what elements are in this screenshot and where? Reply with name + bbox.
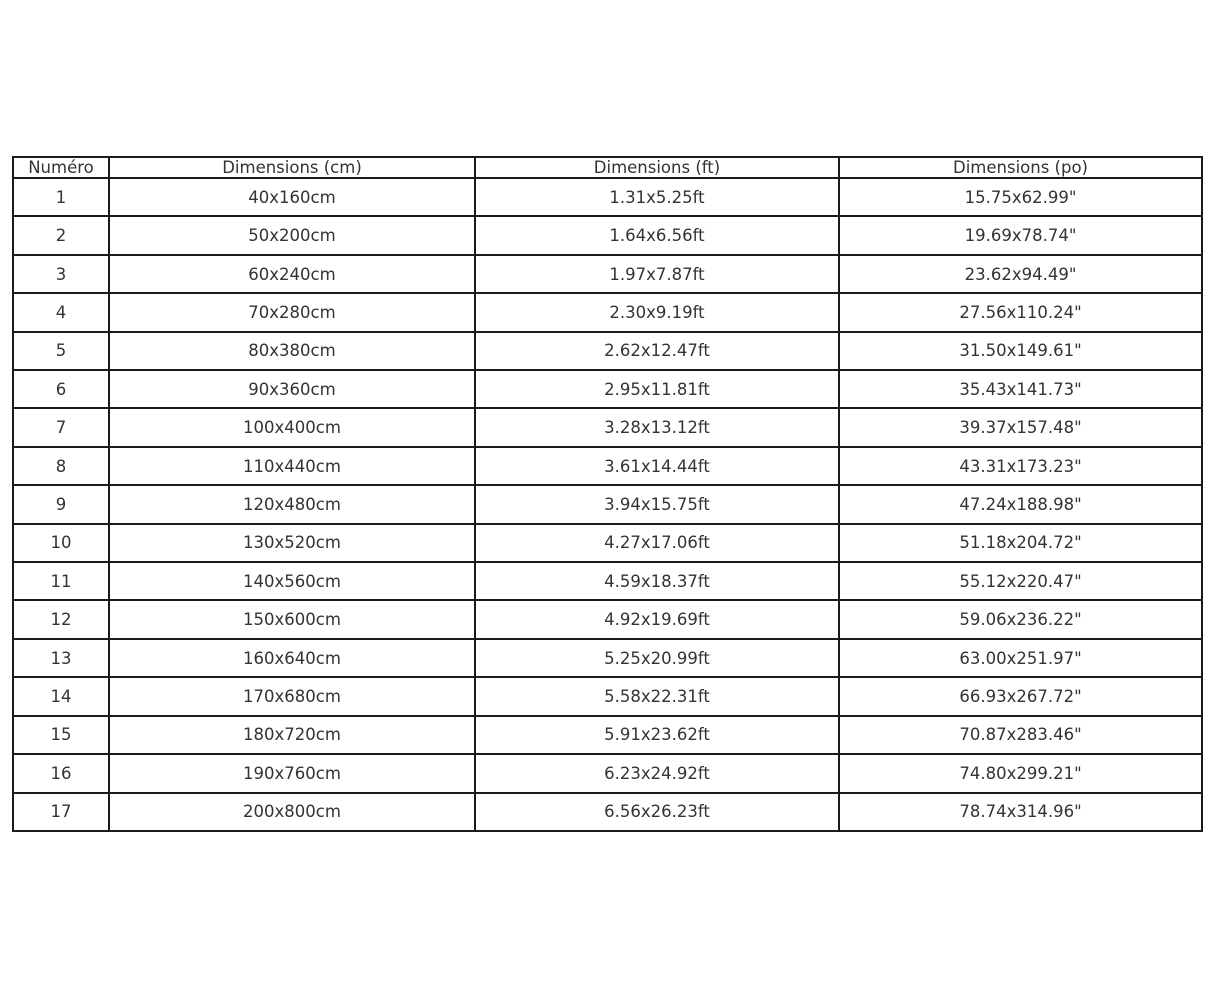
table-row	[13, 447, 1202, 485]
table-cell: 190x760cm	[109, 754, 475, 792]
table-cell: 200x800cm	[109, 793, 475, 832]
table-cell: 6.56x26.23ft	[475, 793, 839, 832]
table-cell: 1.31x5.25ft	[475, 178, 839, 216]
table-cell: 23.62x94.49"	[839, 255, 1202, 293]
table-cell: 27.56x110.24"	[839, 293, 1202, 331]
table-cell: 63.00x251.97"	[839, 639, 1202, 677]
table-cell: 4	[13, 293, 109, 331]
table-cell: 39.37x157.48"	[839, 408, 1202, 446]
table-cell: 55.12x220.47"	[839, 562, 1202, 600]
table-cell: 5.91x23.62ft	[475, 716, 839, 754]
table-row	[13, 754, 1202, 792]
table-cell: 16	[13, 754, 109, 792]
table-row	[13, 370, 1202, 408]
size-conversion-table	[12, 156, 1203, 832]
table-cell: 14	[13, 677, 109, 715]
header-row	[13, 157, 1202, 178]
table-row	[13, 639, 1202, 677]
table-cell: 180x720cm	[109, 716, 475, 754]
column-header-dimensions-ft: Dimensions (ft)	[475, 157, 839, 178]
table-row	[13, 562, 1202, 600]
column-header-numero: Numéro	[13, 157, 109, 178]
table-row	[13, 793, 1202, 832]
table-row	[13, 485, 1202, 523]
table-cell: 59.06x236.22"	[839, 600, 1202, 638]
table-cell: 50x200cm	[109, 216, 475, 254]
table-cell: 15.75x62.99"	[839, 178, 1202, 216]
table-cell: 70.87x283.46"	[839, 716, 1202, 754]
table-cell: 7	[13, 408, 109, 446]
table-cell: 5.58x22.31ft	[475, 677, 839, 715]
table-cell: 43.31x173.23"	[839, 447, 1202, 485]
table-cell: 31.50x149.61"	[839, 332, 1202, 370]
table-cell: 1.97x7.87ft	[475, 255, 839, 293]
table-cell: 66.93x267.72"	[839, 677, 1202, 715]
table-cell: 10	[13, 524, 109, 562]
table-cell: 1.64x6.56ft	[475, 216, 839, 254]
table-cell: 110x440cm	[109, 447, 475, 485]
table-cell: 13	[13, 639, 109, 677]
table-cell: 130x520cm	[109, 524, 475, 562]
table-row	[13, 216, 1202, 254]
table-cell: 12	[13, 600, 109, 638]
table-cell: 2.30x9.19ft	[475, 293, 839, 331]
column-header-dimensions-po: Dimensions (po)	[839, 157, 1202, 178]
size-conversion-table-container	[12, 156, 1203, 832]
table-cell: 4.92x19.69ft	[475, 600, 839, 638]
table-cell: 100x400cm	[109, 408, 475, 446]
table-row	[13, 716, 1202, 754]
table-row	[13, 524, 1202, 562]
table-cell: 70x280cm	[109, 293, 475, 331]
table-cell: 60x240cm	[109, 255, 475, 293]
table-cell: 1	[13, 178, 109, 216]
table-cell: 80x380cm	[109, 332, 475, 370]
table-cell: 90x360cm	[109, 370, 475, 408]
table-cell: 35.43x141.73"	[839, 370, 1202, 408]
table-cell: 4.59x18.37ft	[475, 562, 839, 600]
table-cell: 170x680cm	[109, 677, 475, 715]
table-cell: 17	[13, 793, 109, 832]
table-cell: 74.80x299.21"	[839, 754, 1202, 792]
table-cell: 15	[13, 716, 109, 754]
table-cell: 5.25x20.99ft	[475, 639, 839, 677]
table-cell: 120x480cm	[109, 485, 475, 523]
table-row	[13, 600, 1202, 638]
table-cell: 6.23x24.92ft	[475, 754, 839, 792]
table-cell: 140x560cm	[109, 562, 475, 600]
table-cell: 11	[13, 562, 109, 600]
table-cell: 3.28x13.12ft	[475, 408, 839, 446]
table-cell: 40x160cm	[109, 178, 475, 216]
table-cell: 2.95x11.81ft	[475, 370, 839, 408]
column-header-dimensions-cm: Dimensions (cm)	[109, 157, 475, 178]
table-cell: 6	[13, 370, 109, 408]
table-cell: 3	[13, 255, 109, 293]
table-cell: 19.69x78.74"	[839, 216, 1202, 254]
table-cell: 2	[13, 216, 109, 254]
table-row	[13, 178, 1202, 216]
table-cell: 8	[13, 447, 109, 485]
table-cell: 3.94x15.75ft	[475, 485, 839, 523]
table-body	[13, 178, 1202, 831]
table-cell: 51.18x204.72"	[839, 524, 1202, 562]
table-cell: 4.27x17.06ft	[475, 524, 839, 562]
table-row	[13, 408, 1202, 446]
table-row	[13, 255, 1202, 293]
table-cell: 5	[13, 332, 109, 370]
table-row	[13, 293, 1202, 331]
table-row	[13, 332, 1202, 370]
table-cell: 3.61x14.44ft	[475, 447, 839, 485]
table-cell: 2.62x12.47ft	[475, 332, 839, 370]
table-cell: 160x640cm	[109, 639, 475, 677]
table-row	[13, 677, 1202, 715]
table-cell: 9	[13, 485, 109, 523]
table-cell: 78.74x314.96"	[839, 793, 1202, 832]
table-cell: 150x600cm	[109, 600, 475, 638]
table-cell: 47.24x188.98"	[839, 485, 1202, 523]
